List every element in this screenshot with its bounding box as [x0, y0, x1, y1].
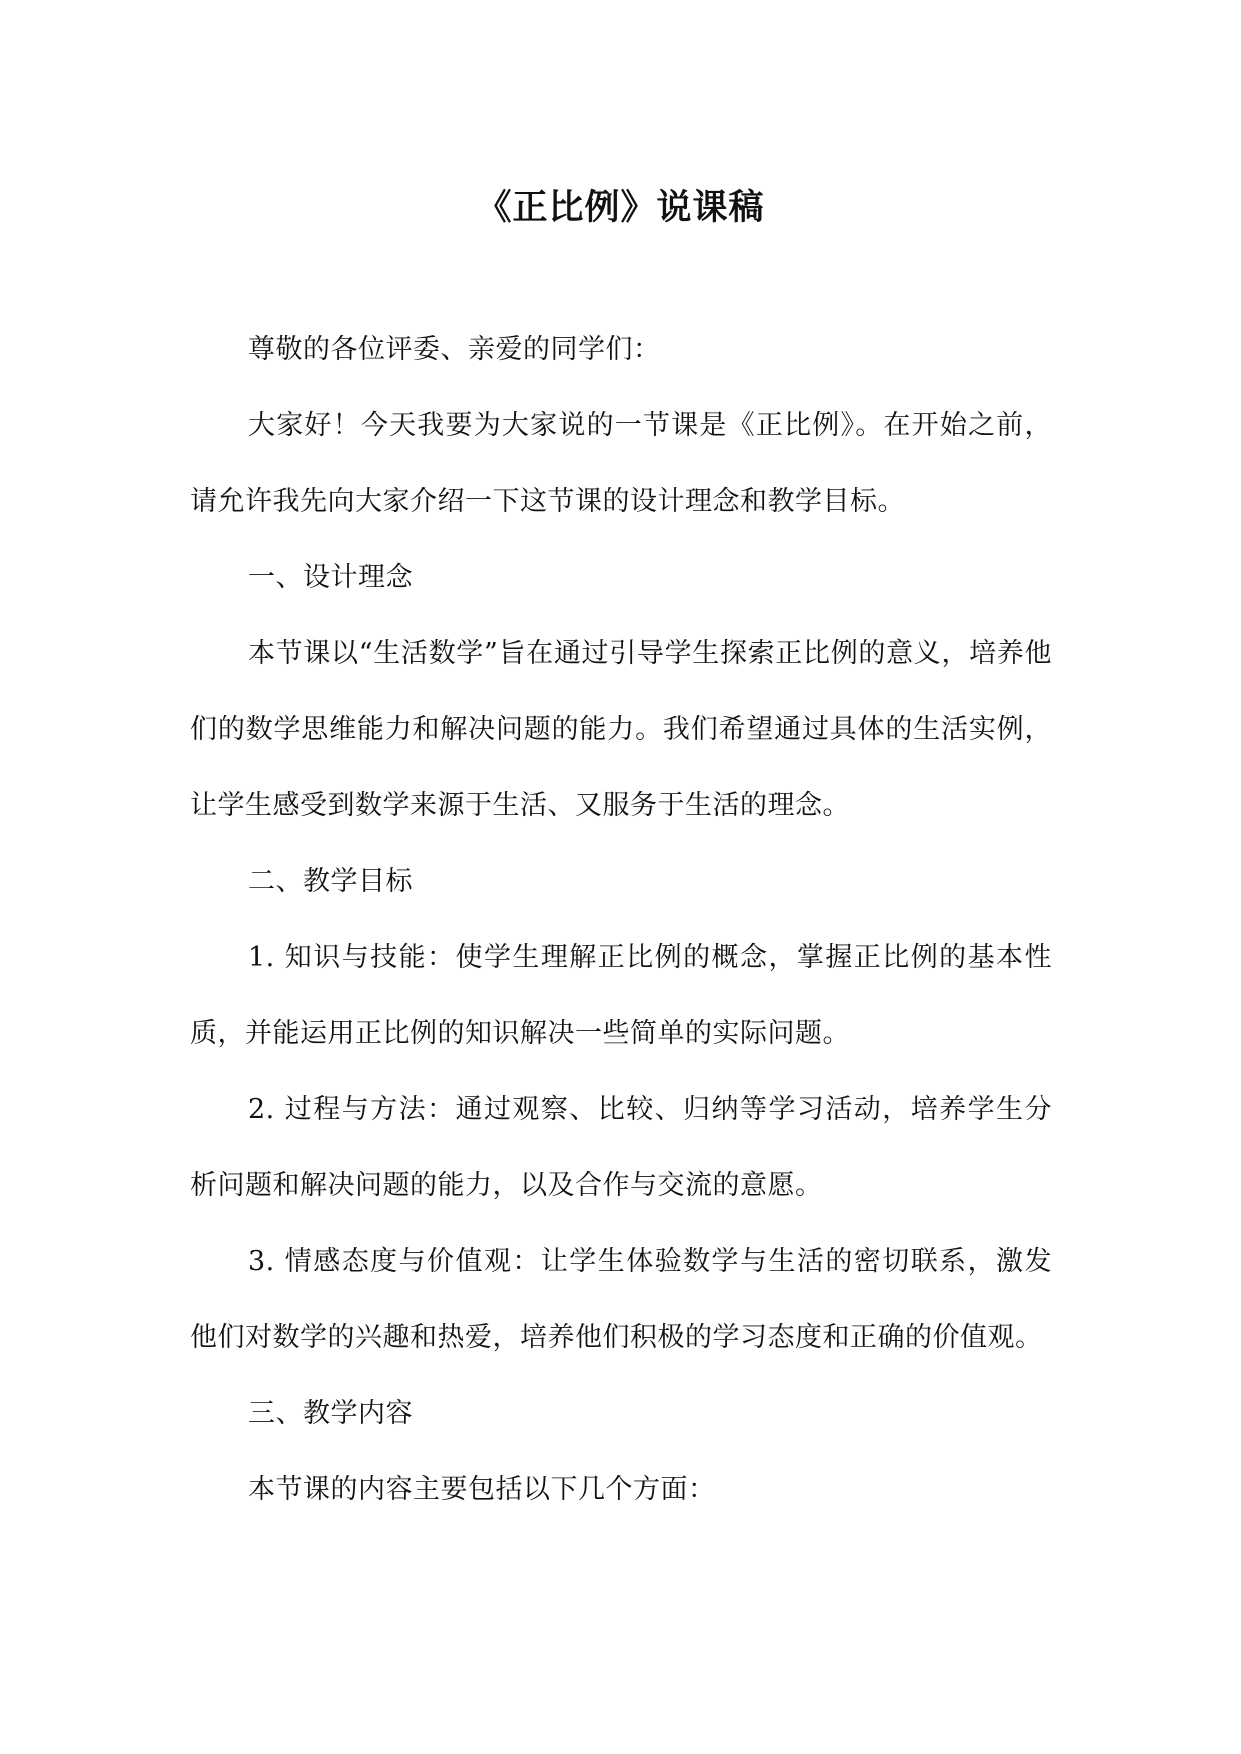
section-heading-teaching-goals: 二、教学目标 [248, 866, 413, 897]
section-heading-teaching-content: 三、教学内容 [248, 1398, 413, 1429]
goal-item-process: 2. 过程与方法：通过观察、比较、归纳等学习活动，培养学生分析问题和解决问题的能力，以及合作与交流的意愿。 [190, 1094, 1052, 1201]
goal-item-attitude: 3. 情感态度与价值观：让学生体验数学与生活的密切联系，激发他们对数学的兴趣和热爱，培养他们积极的学习态度和正确的价值观。 [190, 1246, 1052, 1353]
document-title: 《正比例》说课稿 [476, 188, 765, 228]
section-heading-design-concept: 一、设计理念 [248, 562, 413, 593]
teaching-content-paragraph: 本节课的内容主要包括以下几个方面： [248, 1474, 716, 1505]
goal-item-knowledge: 1. 知识与技能：使学生理解正比例的概念，掌握正比例的基本性质，并能运用正比例的知识解决一些简单的实际问题。 [190, 942, 1052, 1049]
greeting-paragraph: 尊敬的各位评委、亲爱的同学们： [248, 334, 661, 365]
design-concept-paragraph: 本节课以“生活数学”旨在通过引导学生探索正比例的意义，培养他们的数学思维能力和解决问题的能力。我们希望通过具体的生活实例，让学生感受到数学来源于生活、又服务于生活的理念。 [190, 638, 1052, 821]
document-body [190, 312, 1052, 1528]
intro-paragraph: 大家好！今天我要为大家说的一节课是《正比例》。在开始之前，请允许我先向大家介绍一下这节课的设计理念和教学目标。 [190, 410, 1052, 517]
